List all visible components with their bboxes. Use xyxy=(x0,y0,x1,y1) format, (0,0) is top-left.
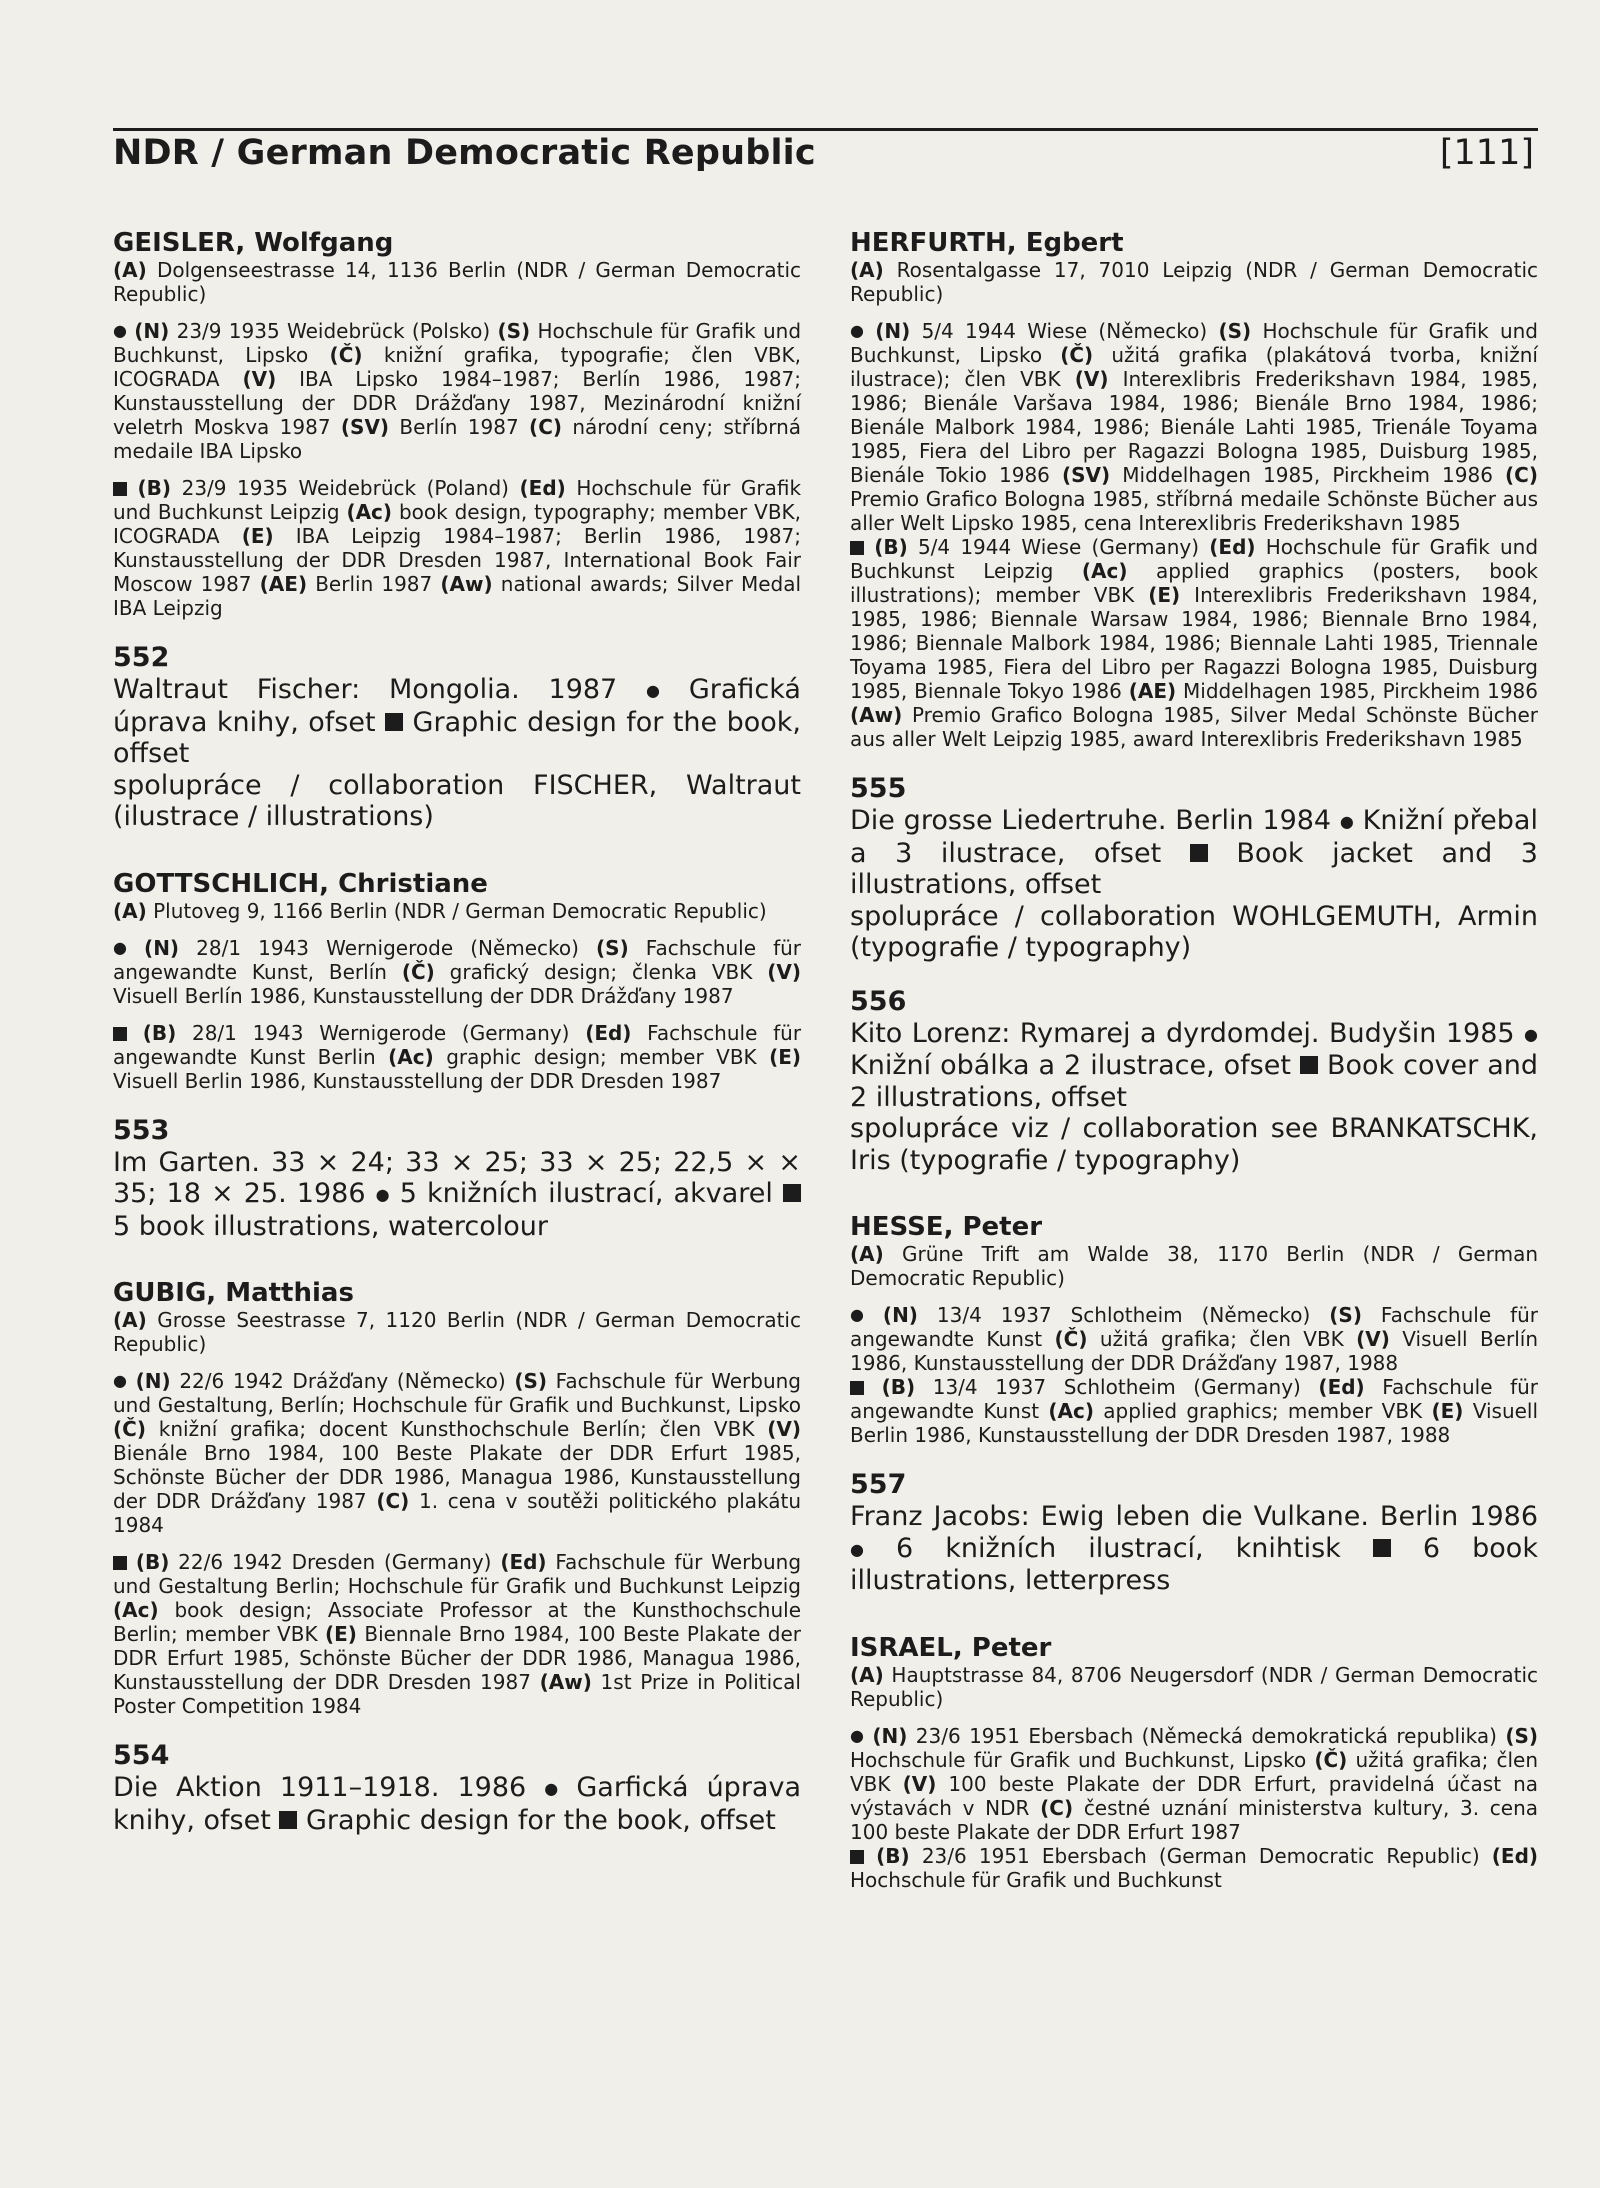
work-entry-552 xyxy=(113,642,801,833)
english-biography: (B) 23/6 1951 Ebersbach (German Democratic Republic) (Ed) Hochschule für Grafik und Buchkunst xyxy=(850,1843,1539,1892)
english-biography: (B) 28/1 1943 Wernigerode (Germany) (Ed) Fachschule für angewandte Kunst Berlin (Ac) graphic design; member VBK (E) Visuell Berlin 1986, Kunstausstellung der DDR Dresden 1987 xyxy=(113,1020,802,1093)
artist-address: (A) Plutoveg 9, 1166 Berlin (NDR / German Democratic Republic) xyxy=(113,898,767,923)
artist-name: GEISLER, Wolfgang xyxy=(113,228,394,258)
work-entry-553 xyxy=(113,1115,801,1243)
artist-entry-gubig xyxy=(113,1278,801,1718)
artist-name: HERFURTH, Egbert xyxy=(850,228,1124,258)
czech-biography: ● (N) 5/4 1944 Wiese (Německo) (S) Hochschule für Grafik und Buchkunst, Lipsko (Č) užitá grafika (plakátová tvorba, knižní ilustrace); člen VBK (V) Interexlibris Frederikshavn 1984, 1985, 1986; Bienále Varšava 1984, 1986; Bienále Brno 1984, 1986; Bienále Malbork 1984, 1986; Bienále Lahti 1985, Trienále Toyama 1985, Fiera del Libro per Ragazzi Bologna 1985, Duisburg 1985, Bienále Tokio 1986 (SV) Middelhagen 1985, Pirckheim 1986 (C) Premio Grafico Bologna 1985, stříbrná medaile Schönste Bücher aus aller Welt Lipsko 1985, cena Interexlibris Frederikshavn 1985 xyxy=(850,319,1539,535)
artist-entry-gottschlich xyxy=(113,869,801,1093)
square-icon xyxy=(279,1811,297,1829)
square-icon xyxy=(850,1850,864,1864)
artist-entry-herfurth xyxy=(850,228,1538,751)
czech-biography: ● (N) 22/6 1942 Drážďany (Německo) (S) Fachschule für Werbung und Gestaltung, Berlín; Hochschule für Grafik und Buchkunst, Lipsko (Č) knižní grafika; docent Kunsthochschule Berlín; člen VBK (V) Bienále Brno 1984, 100 Beste Plakate der DDR Erfurt 1985, Schönste Bücher der DDR 1986, Managua 1986, Kunstausstellung der DDR Drážďany 1987 (C) 1. cena v soutěži politického plakátu 1984 xyxy=(113,1369,802,1537)
artist-address: (A) Grüne Trift am Walde 38, 1170 Berlin (NDR / German Democratic Republic) xyxy=(850,1242,1539,1290)
page-number: [111] xyxy=(1439,133,1534,173)
work-description: Im Garten. 33 × 24; 33 × 25; 33 × 25; 22,5 × × 35; 18 × 25. 1986 ● 5 knižních ilustrací, akvarel 5 book illustrations, watercolour xyxy=(113,1146,801,1242)
bullet-icon: ● xyxy=(1524,1024,1538,1044)
square-icon xyxy=(113,482,127,496)
square-icon xyxy=(850,541,864,555)
work-collaboration: spolupráce / collaboration WOHLGEMUTH, Armin (typografie / typography) xyxy=(850,900,1538,963)
square-icon xyxy=(113,1556,127,1570)
work-description: Franz Jacobs: Ewig leben die Vulkane. Berlin 1986 ● 6 knižních ilustrací, knihtisk 6 book illustrations, letterpress xyxy=(850,1501,1538,1596)
work-number: 557 xyxy=(850,1469,907,1500)
work-entry-555 xyxy=(850,773,1538,964)
artist-entry-israel xyxy=(850,1633,1538,1892)
artist-name: GOTTSCHLICH, Christiane xyxy=(113,868,488,899)
square-icon xyxy=(1373,1539,1391,1557)
work-description: Die Aktion 1911–1918. 1986 ● Garfická úprava knihy, ofset Graphic design for the book, offset xyxy=(113,1772,801,1836)
bullet-icon: ● xyxy=(544,1779,559,1798)
work-number: 554 xyxy=(113,1740,170,1771)
work-entry-556 xyxy=(850,986,1538,1177)
czech-biography: ● (N) 13/4 1937 Schlotheim (Německo) (S) Fachschule für angewandte Kunst (Č) užitá grafika; člen VBK (V) Visuell Berlín 1986, Kunstausstellung der DDR Drážďany 1987, 1988 xyxy=(850,1303,1539,1375)
czech-biography: ● (N) 28/1 1943 Wernigerode (Německo) (S) Fachschule für angewandte Kunst, Berlín (Č) grafický design; členka VBK (V) Visuell Berlín 1986, Kunstausstellung der DDR Drážďany 1987 xyxy=(113,935,802,1008)
artist-name: ISRAEL, Peter xyxy=(850,1632,1052,1663)
square-icon xyxy=(1300,1056,1318,1074)
work-number: 555 xyxy=(850,773,907,804)
artist-name: HESSE, Peter xyxy=(850,1212,1043,1242)
work-number: 552 xyxy=(113,642,170,673)
bullet-icon: ● xyxy=(1339,812,1354,831)
bullet-icon: ● xyxy=(850,1725,864,1745)
work-number: 556 xyxy=(850,985,907,1017)
artist-entry-hesse xyxy=(850,1212,1538,1447)
work-description: Waltraut Fischer: Mongolia. 1987 ● Grafická úprava knihy, ofset Graphic design for the book, offset xyxy=(113,674,801,769)
czech-biography: ● (N) 23/9 1935 Weidebrück (Polsko) (S) Hochschule für Grafik und Buchkunst, Lipsko (Č) knižní grafika, typografie; člen VBK, ICOGRADA (V) IBA Lipsko 1984–1987; Berlín 1986, 1987; Kunstausstellung der DDR Drážďany 1987, Mezinárodní knižní veletrh Moskva 1987 (SV) Berlín 1987 (C) národní ceny; stříbrná medaile IBA Lipsko xyxy=(113,319,802,463)
bullet-icon: ● xyxy=(375,1185,390,1204)
bullet-icon: ● xyxy=(646,681,661,700)
artist-address: (A) Rosentalgasse 17, 7010 Leipzig (NDR / German Democratic Republic) xyxy=(850,258,1538,306)
work-collaboration: spolupráce / collaboration FISCHER, Waltraut (ilustrace / illustrations) xyxy=(113,769,801,832)
page-title: NDR / German Democratic Republic xyxy=(113,133,816,173)
english-biography: (B) 23/9 1935 Weidebrück (Poland) (Ed) Hochschule für Grafik und Buchkunst Leipzig (Ac) book design, typography; member VBK, ICOGRADA (E) IBA Leipzig 1984–1987; Berlin 1986, 1987; Kunstausstellung der DDR Dresden 1987, International Book Fair Moscow 1987 (AE) Berlin 1987 (Aw) national awards; Silver Medal IBA Leipzig xyxy=(113,476,802,620)
square-icon xyxy=(783,1184,801,1202)
work-collaboration: spolupráce viz / collaboration see BRANKATSCHK, Iris (typografie / typography) xyxy=(850,1113,1538,1176)
square-icon xyxy=(850,1381,864,1395)
bullet-icon: ● xyxy=(850,1539,864,1559)
english-biography: (B) 22/6 1942 Dresden (Germany) (Ed) Fachschule für Werbung und Gestaltung Berlin; Hochschule für Grafik und Buchkunst Leipzig (Ac) book design; Associate Professor at the Kunsthochschule Berlin; member VBK (E) Biennale Brno 1984, 100 Beste Plakate der DDR Erfurt 1985, Schönste Bücher der DDR 1986, Managua 1986, Kunstausstellung der DDR Dresden 1987 (Aw) 1st Prize in Political Poster Competition 1984 xyxy=(113,1550,802,1718)
artist-address: (A) Grosse Seestrasse 7, 1120 Berlin (NDR / German Democratic Republic) xyxy=(113,1308,801,1356)
work-number: 553 xyxy=(113,1114,170,1146)
bullet-icon: ● xyxy=(113,1371,127,1390)
bullet-icon: ● xyxy=(113,321,127,340)
square-icon xyxy=(385,713,403,731)
artist-address: (A) Dolgenseestrasse 14, 1136 Berlin (NDR / German Democratic Republic) xyxy=(113,258,801,306)
left-column xyxy=(113,228,801,1872)
work-description: Die grosse Liedertruhe. Berlin 1984 ● Knižní přebal a 3 ilustrace, ofset Book jacket and 3 illustrations, offset xyxy=(850,805,1538,900)
header-rule xyxy=(113,128,1538,131)
artist-address: (A) Hauptstrasse 84, 8706 Neugersdorf (NDR / German Democratic Republic) xyxy=(850,1662,1539,1711)
bullet-icon: ● xyxy=(850,1305,864,1324)
bullet-icon: ● xyxy=(113,937,127,957)
english-biography: (B) 5/4 1944 Wiese (Germany) (Ed) Hochschule für Grafik und Buchkunst Leipzig (Ac) applied graphics (posters, book illustrations); member VBK (E) Interexlibris Frederikshavn 1984, 1985, 1986; Biennale Warsaw 1984, 1986; Biennale Brno 1984, 1986; Biennale Malbork 1984, 1986; Biennale Lahti 1985, Triennale Toyama 1985, Fiera del Libro per Ragazzi Bologna 1985, Duisburg 1985, Biennale Tokyo 1986 (AE) Middelhagen 1985, Pirckheim 1986 (Aw) Premio Grafico Bologna 1985, Silver Medal Schönste Bücher aus aller Welt Leipzig 1985, award Interexlibris Frederikshavn 1985 xyxy=(850,535,1539,751)
right-column xyxy=(850,228,1538,1914)
work-description: Kito Lorenz: Rymarej a dyrdomdej. Budyšin 1985 ● Knižní obálka a 2 ilustrace, ofset Book cover and 2 illustrations, offset xyxy=(850,1017,1538,1113)
czech-biography: ● (N) 23/6 1951 Ebersbach (Německá demokratická republika) (S) Hochschule für Grafik und Buchkunst, Lipsko (Č) užitá grafika; člen VBK (V) 100 beste Plakate der DDR Erfurt, pravidelná účast na výstavách v NDR (C) čestné uznání ministerstva kultury, 3. cena 100 beste Plakate der DDR Erfurt 1987 xyxy=(850,1723,1539,1844)
bullet-icon: ● xyxy=(850,321,864,340)
english-biography: (B) 13/4 1937 Schlotheim (Germany) (Ed) Fachschule für angewandte Kunst (Ac) applied graphics; member VBK (E) Visuell Berlin 1986, Kunstausstellung der DDR Dresden 1987, 1988 xyxy=(850,1375,1539,1447)
work-entry-554 xyxy=(113,1740,801,1836)
square-icon xyxy=(1190,844,1208,862)
artist-name: GUBIG, Matthias xyxy=(113,1278,354,1308)
work-entry-557 xyxy=(850,1469,1538,1597)
square-icon xyxy=(113,1027,127,1041)
artist-entry-geisler xyxy=(113,228,801,620)
